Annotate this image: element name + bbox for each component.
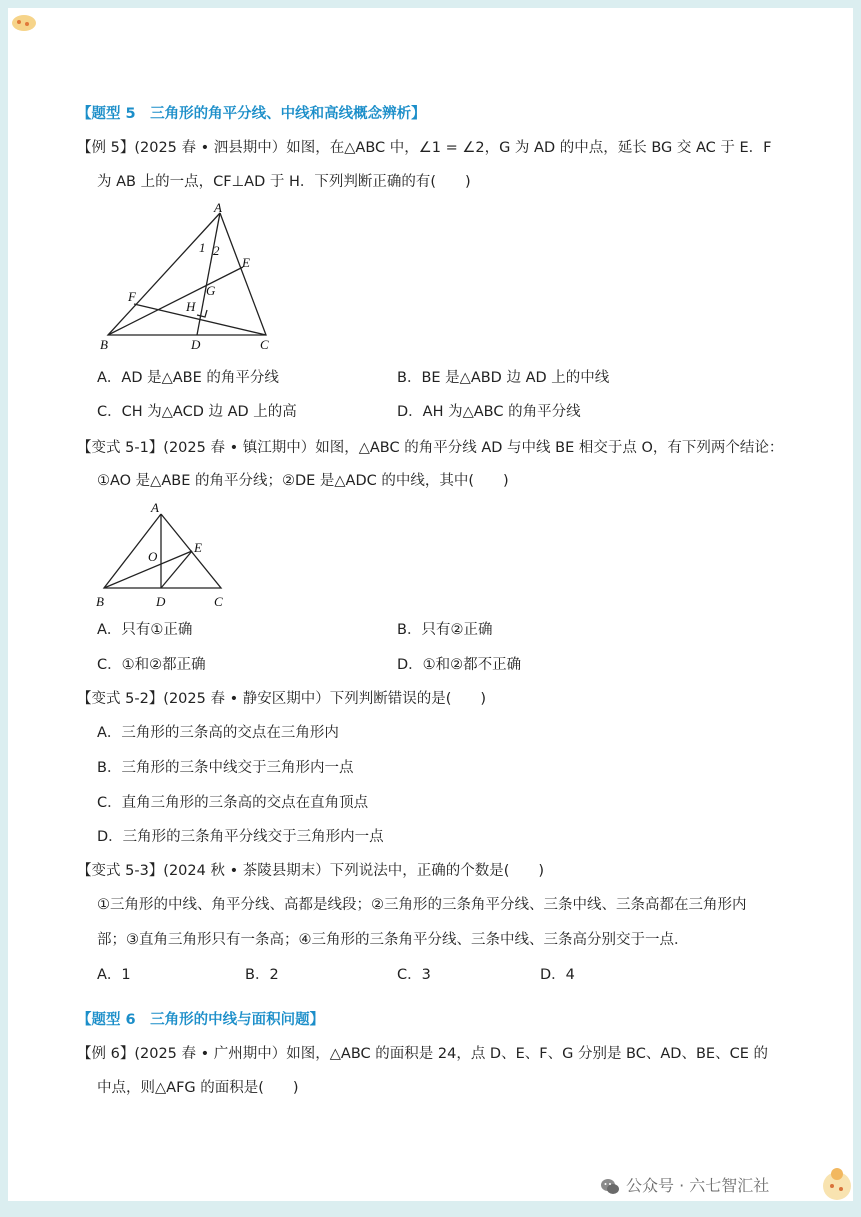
variant-5-1-option-a: A．只有①正确	[97, 622, 193, 638]
example-5-triangle-figure	[96, 203, 281, 353]
variant-5-1-option-c: C．①和②都正确	[97, 657, 206, 673]
segment-ad	[197, 213, 220, 335]
label-F: F	[128, 289, 136, 304]
variant-5-1-option-d: D．①和②都不正确	[397, 657, 522, 673]
variant-5-1-stem-line2: ①AO 是△ABE 的角平分线；②DE 是△ADC 的中线，其中( )	[97, 473, 509, 489]
label-A: A	[151, 500, 159, 515]
label-A: A	[214, 203, 222, 215]
section-6-title: 【题型 6 三角形的中线与面积问题】	[77, 1012, 325, 1028]
wechat-icon	[600, 1178, 620, 1196]
label-B: B	[96, 594, 104, 609]
label-angle-2: 2	[213, 243, 220, 258]
label-D: D	[156, 594, 166, 609]
variant-5-3-option-d: D．4	[540, 967, 575, 983]
label-G: G	[206, 283, 216, 298]
example-6-stem-line1: 【例 6】(2025 春 • 广州期中）如图，△ABC 的面积是 24，点 D、E、F、G 分别是 BC、AD、BE、CE 的	[77, 1046, 768, 1062]
variant-5-1-stem-line1: 【变式 5-1】(2025 春 • 镇江期中）如图，△ABC 的角平分线 AD 与中线 BE 相交于点 O，有下列两个结论：	[77, 440, 784, 456]
variant-5-2-stem: 【变式 5-2】(2025 春 • 静安区期中）下列判断错误的是( )	[77, 691, 487, 707]
variant-5-2-option-b: B．三角形的三条中线交于三角形内一点	[97, 760, 354, 776]
top-left-sticker-icon	[10, 12, 38, 34]
variant-5-3-option-c: C．3	[397, 967, 431, 983]
variant-5-3-statements-line2: 部；③直角三角形只有一条高；④三角形的三条角平分线、三条中线、三条高分别交于一点．	[97, 932, 689, 948]
variant-5-3-option-a: A．1	[97, 967, 131, 983]
example-5-option-b: B．BE 是△ABD 边 AD 上的中线	[397, 370, 610, 386]
variant-5-3-statements-line1: ①三角形的中线、角平分线、高都是线段；②三角形的三条角平分线、三条中线、三条高都在三角形内	[97, 897, 747, 913]
variant-5-1-triangle-figure	[94, 500, 234, 612]
label-D: D	[191, 337, 201, 352]
watermark	[600, 1173, 769, 1196]
label-C: C	[260, 337, 269, 352]
example-5-option-c: C．CH 为△ACD 边 AD 上的高	[97, 404, 297, 420]
variant-5-3-option-b: B．2	[245, 967, 279, 983]
label-B: B	[100, 337, 108, 352]
example-6-stem-line2: 中点，则△AFG 的面积是( )	[97, 1080, 299, 1096]
watermark-text: 公众号 · 六七智汇社	[626, 1176, 770, 1195]
example-5-option-a: A．AD 是△ABE 的角平分线	[97, 370, 279, 386]
variant-5-2-option-a: A．三角形的三条高的交点在三角形内	[97, 725, 339, 741]
label-angle-1: 1	[199, 240, 206, 255]
variant-5-2-option-c: C．直角三角形的三条高的交点在直角顶点	[97, 795, 369, 811]
label-O: O	[148, 549, 158, 564]
bottom-right-sticker-icon	[820, 1160, 854, 1204]
variant-5-2-option-d: D．三角形的三条角平分线交于三角形内一点	[97, 829, 384, 845]
section-5-title: 【题型 5 三角形的角平分线、中线和高线概念辨析】	[77, 106, 426, 122]
label-H: H	[186, 299, 196, 314]
variant-5-3-stem: 【变式 5-3】(2024 秋 • 茶陵县期末）下列说法中，正确的个数是( )	[77, 863, 545, 879]
label-E: E	[242, 255, 250, 270]
example-5-option-d: D．AH 为△ABC 的角平分线	[397, 404, 581, 420]
example-5-stem-line1: 【例 5】(2025 春 • 泗县期中）如图，在△ABC 中，∠1 = ∠2，G 为 AD 的中点，延长 BG 交 AC 于 E．F	[77, 140, 772, 156]
variant-5-1-option-b: B．只有②正确	[397, 622, 493, 638]
label-C: C	[214, 594, 223, 609]
triangle-abc	[104, 514, 221, 588]
example-5-stem-line2: 为 AB 上的一点，CF⊥AD 于 H．下列判断正确的有( )	[97, 174, 471, 190]
segment-de	[161, 551, 192, 588]
label-E: E	[194, 540, 202, 555]
segment-cf	[134, 304, 266, 335]
